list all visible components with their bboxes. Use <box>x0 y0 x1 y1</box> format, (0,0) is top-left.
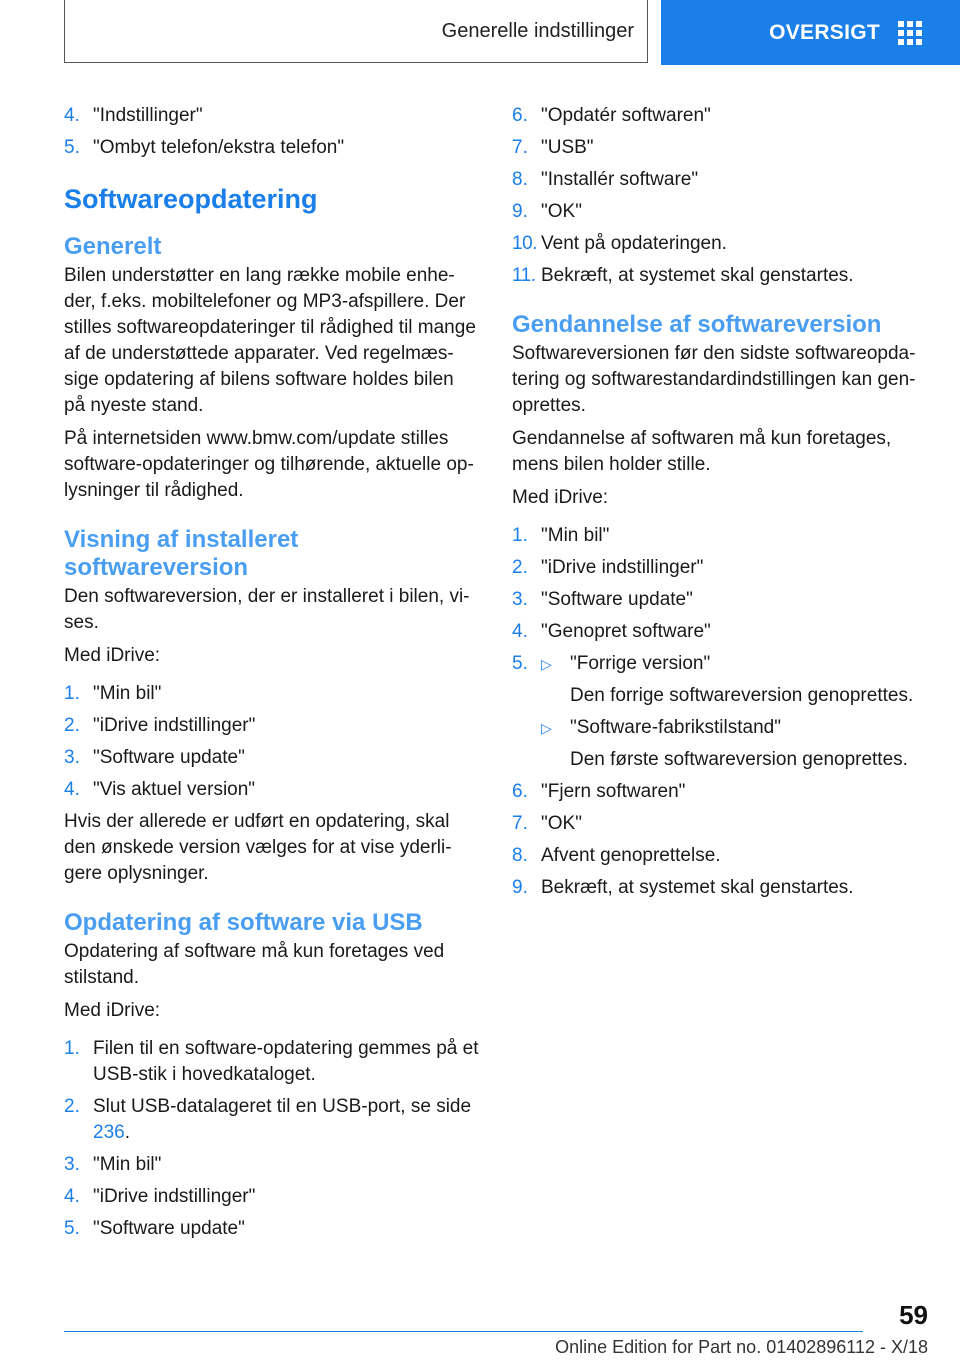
paragraph: Opdatering af software må kun foretages ved stilstand. <box>64 941 445 988</box>
list-item: 6. "Opdatér softwaren" <box>512 105 711 126</box>
sub-list-item: ▷ "Software-fabrikstilstand" <box>512 715 928 741</box>
main-heading: Softwareopdatering <box>64 184 318 214</box>
footer-edition-text: Online Edition for Part no. 01402896112 - X/18 <box>555 1337 928 1357</box>
list-item: 7. "USB" <box>512 137 594 158</box>
overview-button[interactable] <box>661 0 960 65</box>
page-reference-link[interactable]: 236 <box>93 1122 125 1143</box>
list-item: 5. "Software update" <box>64 1218 245 1239</box>
paragraph: Med iDrive: <box>512 487 609 508</box>
paragraph: Med iDrive: <box>64 1000 161 1021</box>
triangle-bullet-icon: ▷ <box>541 720 552 736</box>
list-item: 3. "Software update" <box>64 747 245 768</box>
paragraph: Softwareversionen før den sidste softwareopda-tering og softwarestandardindstillingen kan gen-oprettes. <box>512 343 916 416</box>
paragraph: Gendannelse af softwaren må kun foretages, mens bilen holder stille. <box>512 428 892 475</box>
header-section-title: Generelle indstillinger <box>441 19 634 42</box>
triangle-bullet-icon: ▷ <box>541 656 552 672</box>
list-item: 8. Afvent genoprettelse. <box>512 845 721 866</box>
section-heading-usb: Opdatering af software via USB <box>64 909 423 936</box>
list-item: 4. "iDrive indstillinger" <box>64 1186 256 1207</box>
list-item: 4. "Vis aktuel version" <box>64 779 256 800</box>
paragraph: Med iDrive: <box>64 645 161 666</box>
list-item: 9. "OK" <box>512 201 582 222</box>
list-item: 4. "Indstillinger" <box>64 105 203 126</box>
list-item: 1. Filen til en software-opdatering gemmes på et USB-stik i hovedkataloget. <box>64 1038 479 1085</box>
paragraph: Bilen understøtter en lang række mobile enhe-der, f.eks. mobiltelefoner og MP3-afspillere. Der stilles softwareopdateringer til rådighed til mange af de understøttede apparater. Ved regelmæs-sige opdatering af bilens software holdes bilen på nyeste stand. <box>64 265 476 416</box>
right-column <box>512 103 928 907</box>
list-item: 6. "Fjern softwaren" <box>512 781 686 802</box>
list-item: 1. "Min bil" <box>512 525 610 546</box>
sub-item-description: Den forrige softwareversion genoprettes. <box>570 685 914 706</box>
grid-menu-icon <box>898 21 922 45</box>
section-heading-generelt: Generelt <box>64 233 162 260</box>
sub-item-description: Den første softwareversion genoprettes. <box>570 749 908 770</box>
list-item: 5. ▷ "Forrige version" <box>512 651 928 677</box>
list-item: 2. Slut USB-datalageret til en USB-port, se side 236. <box>64 1096 472 1143</box>
list-item: 10. Vent på opdateringen. <box>512 233 727 254</box>
list-item: 9. Bekræft, at systemet skal genstartes. <box>512 877 854 898</box>
section-heading-visning: Visning af installeret softwareversion <box>64 526 299 581</box>
section-heading-restore: Gendannelse af softwareversion <box>512 311 882 338</box>
list-item: 3. "Software update" <box>512 589 693 610</box>
list-item: 4. "Genopret software" <box>512 621 711 642</box>
list-item: 2. "iDrive indstillinger" <box>512 557 704 578</box>
left-column <box>64 103 480 1248</box>
page-number: 59 <box>899 1300 928 1330</box>
list-item: 7. "OK" <box>512 813 582 834</box>
list-item: 5. "Ombyt telefon/ekstra telefon" <box>64 137 345 158</box>
list-item: 3. "Min bil" <box>64 1154 162 1175</box>
paragraph: Hvis der allerede er udført en opdatering, skal den ønskede version vælges for at vise yderli-gere oplysninger. <box>64 811 452 884</box>
list-item: 2. "iDrive indstillinger" <box>64 715 256 736</box>
paragraph: På internetsiden www.bmw.com/update stilles software-opdateringer og tilhørende, aktuelle op-lysninger til rådighed. <box>64 428 474 501</box>
header-section-tab[interactable] <box>64 0 648 63</box>
list-item: 11. Bekræft, at systemet skal genstartes. <box>512 265 854 286</box>
footer-divider <box>64 1331 863 1332</box>
list-item: 1. "Min bil" <box>64 683 162 704</box>
paragraph: Den softwareversion, der er installeret i bilen, vi-ses. <box>64 586 470 633</box>
list-item: 8. "Installér software" <box>512 169 699 190</box>
overview-label: OVERSIGT <box>769 20 880 44</box>
